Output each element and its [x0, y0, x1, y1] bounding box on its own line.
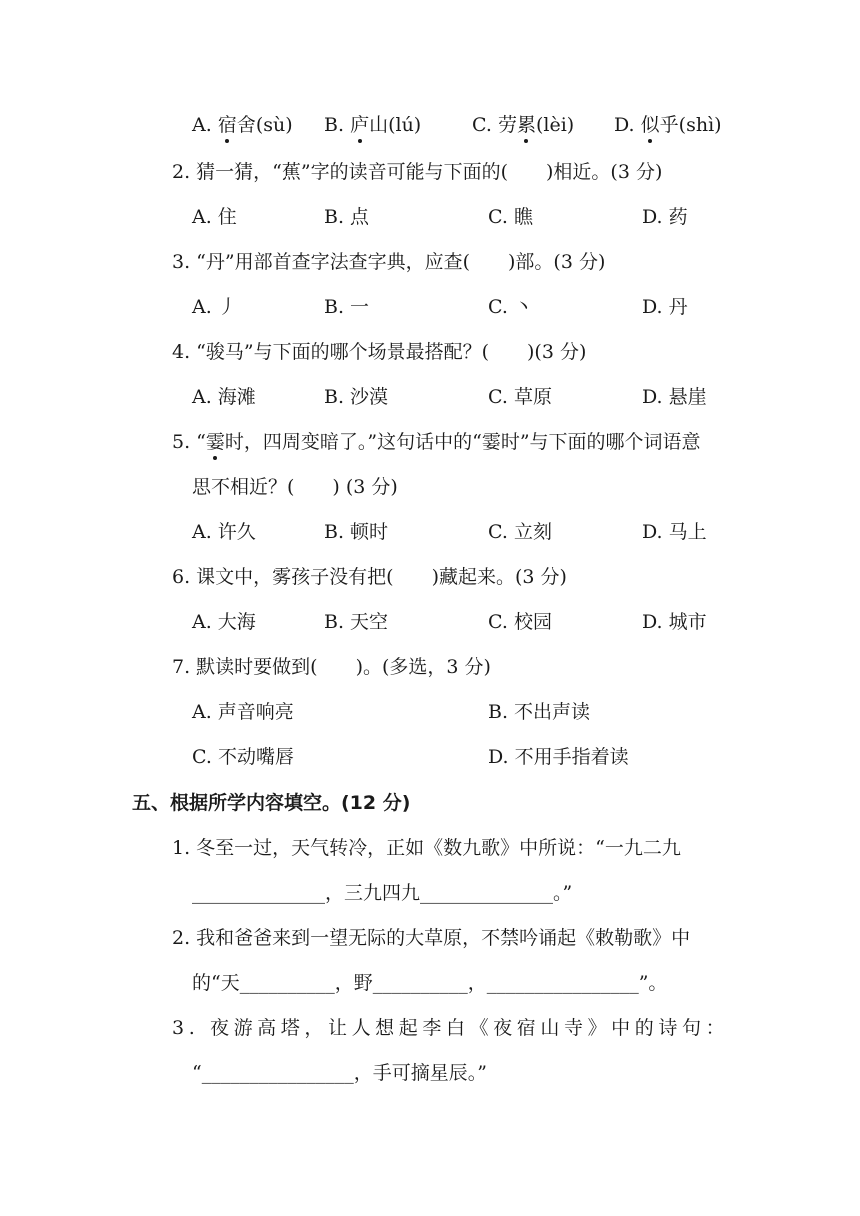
q6-option-b: B. 天空	[324, 611, 389, 633]
q5-option-b: B. 顿时	[324, 521, 389, 543]
q5-text-line2: 思不相近？( ) (3 分)	[192, 476, 398, 498]
q1-option-b: B. 庐山(lú)	[324, 114, 422, 136]
s5-item1-line2: ______________，三九四九______________。”	[192, 882, 573, 904]
q3-option-c: C. 丶	[488, 296, 533, 318]
s5-item2-line2: 的“天__________，野__________，________________”。	[192, 972, 668, 994]
q4-option-c: C. 草原	[488, 386, 552, 408]
q6-text: 6. 课文中，雾孩子没有把( )藏起来。(3 分)	[172, 566, 567, 588]
q2-text: 2. 猜一猜，“蕉”字的读音可能与下面的( )相近。(3 分)	[172, 161, 663, 183]
q3-option-a: A. 丿	[192, 296, 237, 318]
q5-option-a: A. 许久	[192, 521, 256, 543]
q5-dotted-char: 霎	[205, 431, 225, 453]
q4-option-d: D. 悬崖	[642, 386, 707, 408]
q2-option-b: B. 点	[324, 206, 370, 228]
q6-option-c: C. 校园	[488, 611, 552, 633]
q3-text: 3. “丹”用部首查字法查字典，应查( )部。(3 分)	[172, 251, 606, 273]
q2-option-a: A. 住	[192, 206, 237, 228]
q2-option-d: D. 药	[642, 206, 688, 228]
s5-item3-line1: 3. 夜游高塔，让人想起李白《夜宿山寺》中的诗句：	[172, 1017, 730, 1039]
q3-option-b: B. 一	[324, 296, 370, 318]
q7-text: 7. 默读时要做到( )。(多选，3 分)	[172, 656, 491, 678]
s5-item1-line1: 1. 冬至一过，天气转冷，正如《数九歌》中所说：“一九二九	[172, 837, 681, 859]
q4-text: 4. “骏马”与下面的哪个场景最搭配？( )(3 分)	[172, 341, 587, 363]
q7-option-c: C. 不动嘴唇	[192, 746, 294, 768]
q4-option-b: B. 沙漠	[324, 386, 389, 408]
q5-option-c: C. 立刻	[488, 521, 552, 543]
q1-option-c: C. 劳累(lèi)	[472, 114, 575, 136]
q7-option-a: A. 声音响亮	[192, 701, 294, 723]
q6-option-a: A. 大海	[192, 611, 256, 633]
q2-option-c: C. 瞧	[488, 206, 533, 228]
q5-text-line1: 5. “霎时，四周变暗了。”这句话中的“霎时”与下面的哪个词语意	[172, 431, 701, 453]
q5-option-d: D. 马上	[642, 521, 707, 543]
q6-option-d: D. 城市	[642, 611, 707, 633]
q7-option-d: D. 不用手指着读	[488, 746, 629, 768]
s5-item2-line1: 2. 我和爸爸来到一望无际的大草原，不禁吟诵起《敕勒歌》中	[172, 927, 691, 949]
q1-option-d: D. 似乎(shì)	[614, 114, 722, 136]
section5-heading: 五、根据所学内容填空。(12 分)	[132, 792, 411, 814]
s5-item3-line2: “________________，手可摘星辰。”	[192, 1062, 487, 1084]
q1-option-a: A. 宿舍(sù)	[192, 114, 293, 136]
q7-option-b: B. 不出声读	[488, 701, 591, 723]
q4-option-a: A. 海滩	[192, 386, 256, 408]
q3-option-d: D. 丹	[642, 296, 688, 318]
